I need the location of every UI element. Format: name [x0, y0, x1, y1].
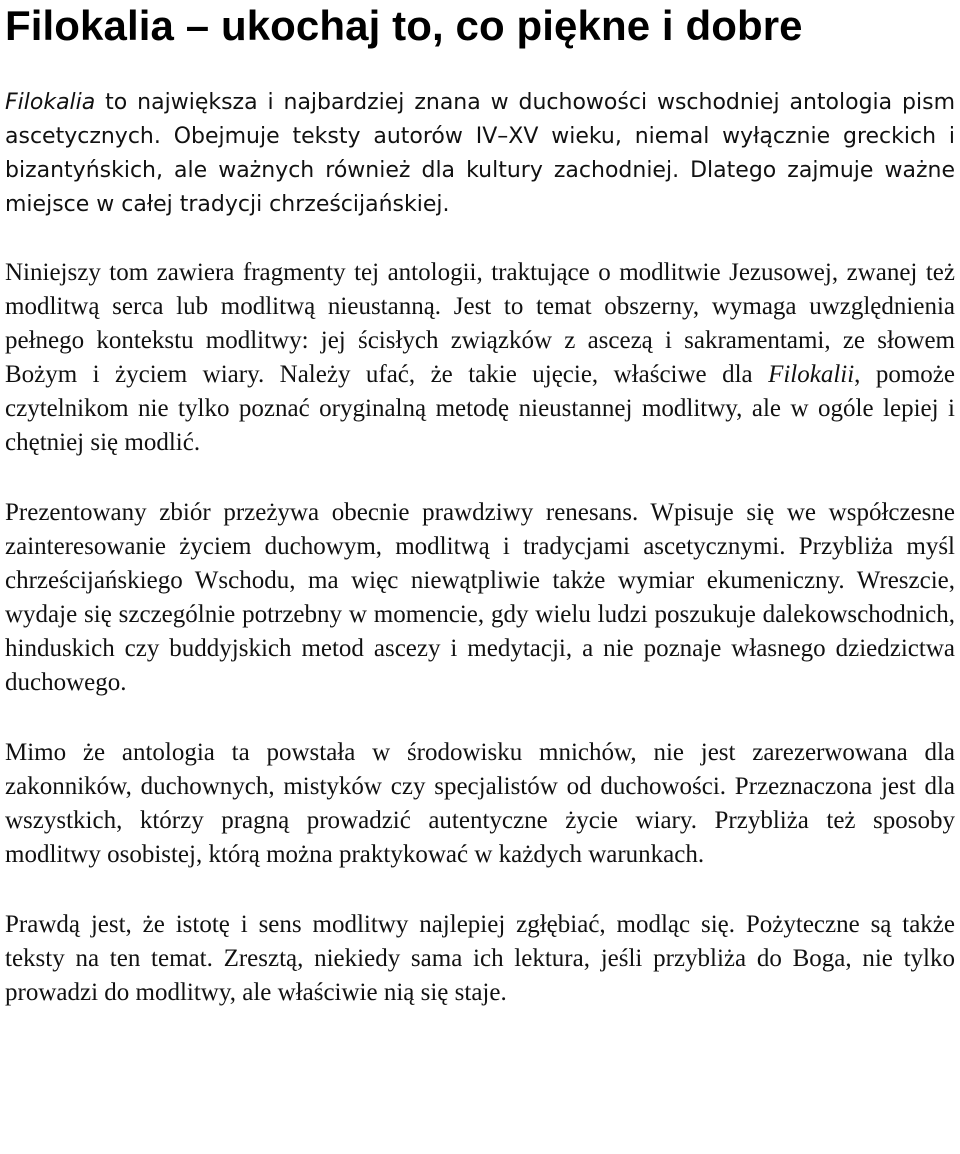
document-page — [5, 0, 955, 1010]
paragraph-contents-text-a: Niniejszy tom zawiera fragmenty tej antologii, traktujące o modlitwie Jezusowej, zwanej też modlitwą serca lub modlitwą nieustanną. Jest to temat obszerny, wymaga uwzględnienia pełnego kontekstu modlitwy: jej ścisłych związków z ascezą i sakramentami, ze słowem Bożym i życiem wiary. Należy ufać, że takie ujęcie, właściwe dla — [5, 259, 955, 388]
book-title-filokalia: Filokalia — [5, 90, 96, 115]
paragraph-contents — [5, 256, 955, 460]
paragraph-conclusion: Prawdą jest, że istotę i sens modlitwy najlepiej zgłębiać, modląc się. Pożyteczne są także teksty na ten temat. Zresztą, niekiedy sama ich lektura, jeśli przybliża do Boga, nie tylko prowadzi do modlitwy, ale właściwie nią się staje. — [5, 911, 955, 1006]
paragraph-intro — [5, 86, 955, 222]
paragraph-renaissance: Prezentowany zbiór przeżywa obecnie prawdziwy renesans. Wpisuje się we współczesne zainteresowanie życiem duchowym, modlitwą i tradycjami ascetycznymi. Przybliża myśl chrześcijańskiego Wschodu, ma więc niewątpliwie także wymiar ekumeniczny. Wreszcie, wydaje się szczególnie potrzebny w momencie, gdy wielu ludzi poszukuje dalekowschodnich, hinduskich czy buddyjskich metod ascezy i medytacji, a nie poznaje własnego dziedzictwa duchowego. — [5, 499, 955, 696]
paragraph-contents-text-b: , pomoże czytelnikom nie tylko poznać oryginalną metodę nieustannej modlitwy, ale w ogóle lepiej i chętniej się modlić. — [5, 361, 956, 456]
document-title: Filokalia – ukochaj to, co piękne i dobre — [5, 2, 803, 49]
paragraph-audience: Mimo że antologia ta powstała w środowisku mnichów, nie jest zarezerwowana dla zakonników, duchownych, mistyków czy specjalistów od duchowości. Przeznaczona jest dla wszystkich, którzy pragną prowadzić autentyczne życie wiary. Przybliża też sposoby modlitwy osobistej, którą można praktykować w każdych warunkach. — [5, 739, 955, 868]
paragraph-intro-text: to największa i najbardziej znana w duchowości wschodniej antologia pism ascetycznych. Obejmuje teksty autorów IV–XV wieku, niemal wyłącznie greckich i bizantyńskich, ale ważnych również dla kultury zachodniej. Dlatego zajmuje ważne miejsce w całej tradycji chrześcijańskiej. — [5, 90, 955, 217]
book-title-filokalii: Filokalii — [768, 361, 855, 388]
